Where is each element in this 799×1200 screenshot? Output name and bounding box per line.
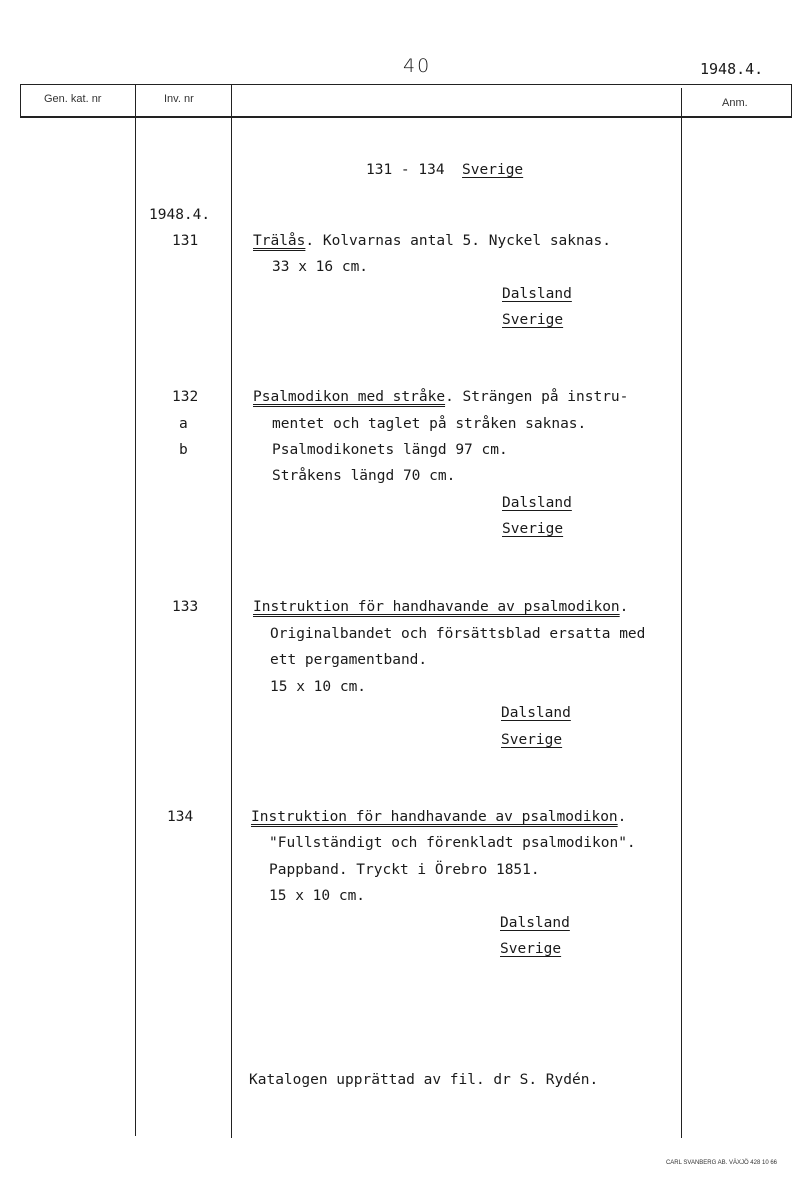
entry-132-country: Sverige [502,521,564,537]
entry-132-line-2: Psalmodikonets längd 97 cm. [272,442,508,458]
entry-134-line-2: Pappband. Tryckt i Örebro 1851. [269,862,540,878]
entry-131-title: Trälås [253,233,306,249]
entry-132-region: Dalsland [502,495,572,511]
entry-131-line-1: Kolvarnas antal 5. Nyckel saknas. [322,233,611,249]
inv-number-131: 131 [172,233,199,249]
inv-number-134: 134 [167,809,194,825]
column-rule-right [791,84,792,118]
column-rule-inv-text [231,84,232,1138]
acquisition-date: 1948.4. [149,207,211,223]
column-header-gen-kat-nr: Gen. kat. nr [44,93,102,105]
entry-133-country: Sverige [501,732,563,748]
inv-number-133: 133 [172,599,199,615]
entry-134-title: Instruktion för handhavande av psalmodikon [251,809,618,825]
closing-note: Katalogen upprättad av fil. dr S. Rydén. [249,1072,599,1088]
column-rule-text-anm [681,88,682,1138]
column-rule-gen-inv [135,84,136,1136]
page-date: 1948.4. [700,60,764,78]
entry-132-title-line: Psalmodikon med stråke. Strängen på instru- [253,389,629,405]
column-header-inv-nr: Inv. nr [164,93,194,105]
entry-132-line-3: Stråkens längd 70 cm. [272,468,456,484]
section-heading [366,162,523,178]
entry-134-region: Dalsland [500,915,570,931]
entry-133-line-3: 15 x 10 cm. [270,679,367,695]
entry-134-country: Sverige [500,941,562,957]
entry-131-region: Dalsland [502,286,572,302]
entry-131-country: Sverige [502,312,564,328]
entry-133-title-line: Instruktion för handhavande av psalmodikon. [253,599,629,615]
entry-134-title-line: Instruktion för handhavande av psalmodikon. [251,809,627,825]
entry-132-title: Psalmodikon med stråke [253,389,446,405]
entry-133-line-2: ett pergamentband. [270,652,428,668]
section-country: Sverige [462,162,524,178]
entry-131-title-line: Trälås. Kolvarnas antal 5. Nyckel saknas. [253,233,611,249]
entry-134-line-1: "Fullständigt och förenkladt psalmodikon". [269,835,636,851]
entry-134-line-3: 15 x 10 cm. [269,888,366,904]
entry-132-line-1: mentet och taglet på stråken saknas. [272,416,587,432]
section-range: 131 - 134 [366,162,445,178]
entry-133-title: Instruktion för handhavande av psalmodikon [253,599,620,615]
page-number: 40 [403,55,432,77]
entry-132-title-rest: Strängen på instru- [462,389,629,405]
entry-133-region: Dalsland [501,705,571,721]
inv-sub-132-a: a [179,416,188,432]
entry-133-line-1: Originalbandet och försättsblad ersatta med [270,626,646,642]
inv-number-132: 132 [172,389,199,405]
inv-sub-132-b: b [179,442,188,458]
column-rule-left [20,84,21,118]
column-header-anm: Anm. [722,97,748,109]
printer-footer: CARL SVANBERG AB. VÄXJÖ 428 10 66 [665,1160,777,1166]
entry-131-line-2: 33 x 16 cm. [272,259,369,275]
